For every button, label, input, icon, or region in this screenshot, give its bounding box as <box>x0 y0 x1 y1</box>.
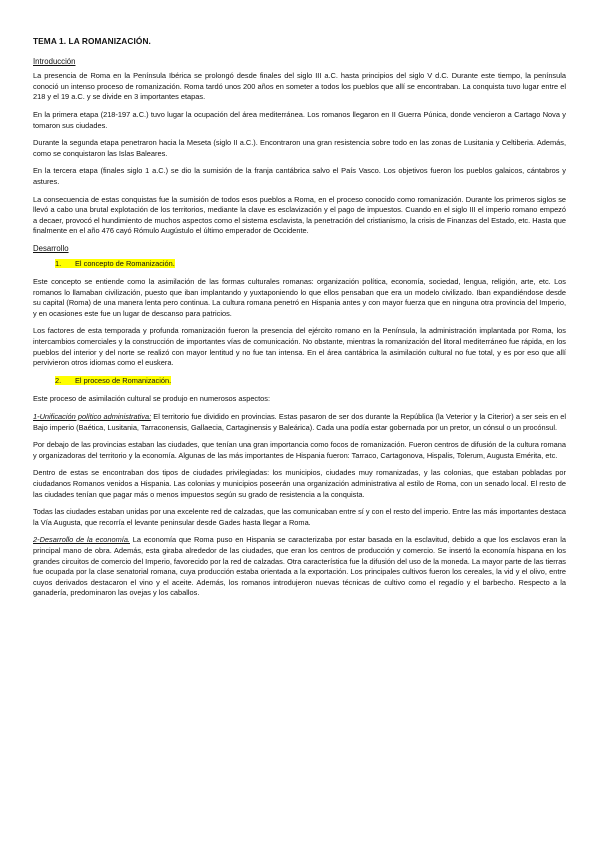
document-title: TEMA 1. LA ROMANIZACIÓN. <box>33 36 151 46</box>
intro-paragraph: La consecuencia de estas conquistas fue la sumisión de todos esos pueblos a Roma, en el proceso conocido como romanización. Durante los primeros siglos se llevó a cabo una brutal explotación de los territorios, mediante la clave es esclavización y el pago de impuestos. Cuando en el siglo III el imperio romano empezó a decaer, provocó el hundimiento de muchos aspectos como el sistema esclavista, la penetración del cristianismo, la crisis de Finanzas del Estado, etc. Hasta que finalmente en el año 476 cayó Rómulo Augústulo el último emperador de Occidente. <box>33 194 566 236</box>
subsection-1-text: El territorio fue dividido en provincias. Estas pasaron de ser dos durante la República (la Veterior y la Citerior) a ser seis en el Bajo imperio (Baética, Lusitania, Tarraconensis, Gallaecia, Cartaginensis y Baleárica). Cada una podía estar gobernada por un pretor, un cónsul o un procónsul. <box>33 412 567 432</box>
intro-paragraph: En la tercera etapa (finales siglo 1 a.C.) se dio la sumisión de la franja cantábrica salvo el País Vasco. Los objetivos fueron los pueblos galaicos, cántabros y astures. <box>33 166 566 186</box>
section-1-number: 1. <box>55 258 62 268</box>
section-1-paragraph: Este concepto se entiende como la asimilación de las formas culturales romanas: organización política, economía, sociedad, lengua, religión, arte, etc. Los romanos lo llamaban civilización, puesto que iban implantando y yuxtaponiendo lo que ellos pensaban que era un modelo civilizado. Iban expandiéndose desde su capital (Roma) de una manera lenta pero continua. La cultura romana penetró en Hispania antes y con mayor fuerza que en ninguna otra provincia del Imperio, y en ocasiones este fue un lugar de descanso para patricios. <box>33 277 566 318</box>
intro-paragraph: Durante la segunda etapa penetraron hacia la Meseta (siglo II a.C.). Encontraron una gran resistencia sobre todo en las zonas de Lusitania y Celtiberia. Además, como se conquistaron las Islas Baleares. <box>33 138 566 158</box>
subsection-1-paragraph <box>33 412 566 433</box>
desarrollo-heading: Desarrollo <box>33 243 69 253</box>
intro-heading: Introducción <box>33 56 76 66</box>
section-1-paragraph: Los factores de esta temporada y profunda romanización fueron la presencia del ejército romano en la Península, la administración implantada por Roma, los intercambios comerciales y la construcción de importantes vías de comunicación. No obstante, mientras la romanización del litoral mediterráneo fue rápida, en los pueblos del interior y del norte se realizó con mayor lentitud y no fue tan intensa. En el área cantábrica la asimilación cultural no fue total, y es por eso que allí pervivieron otros idiomas como el euskera. <box>33 326 566 368</box>
section-2-paragraph: Por debajo de las provincias estaban las ciudades, que tenían una gran importancia como focos de romanización. Fueron centros de difusión de la cultura romana y organizadoras del territorio y la economía. Algunas de las más importantes de Hispania fueron: Tarraco, Cartagonova, Hispalis, Tolerum, Augusta Emérita, etc. <box>33 440 566 460</box>
section-1-title: El concepto de Romanización. <box>75 258 175 268</box>
section-2-paragraph: Todas las ciudades estaban unidas por una excelente red de calzadas, que las comunicaban entre sí y con el resto del imperio. Entre las más importantes destaca la Vía Augusta, que recorría el levante peninsular desde Gades hasta llegar a Roma. <box>33 507 566 527</box>
subsection-2-paragraph <box>33 535 566 599</box>
intro-paragraph: La presencia de Roma en la Península Ibérica se prolongó desde finales del siglo III a.C. hasta principios del siglo V d.C. Durante este tiempo, la península conoció un intenso proceso de romanización. Roma tardó unos 200 años en someter a todos los pueblos que allí se encontraban. La conquista tuvo lugar entre el 218 y el 19 a.C. y se divide en 3 importantes etapas. <box>33 71 566 102</box>
subsection-2-label: 2-Desarrollo de la economía. <box>33 535 130 545</box>
section-1-heading <box>55 259 566 270</box>
subsection-2-text: La economía que Roma puso en Hispania se caracterizaba por estar basada en la esclavitud, debido a que los esclavos eran la principal mano de obra. Además, esta giraba alrededor de las ciudades, que eran los centros de producción y comercio. Se insertó la economía hispana en los grandes circuitos de comercio del Imperio, favorecido por la red de calzadas. Otra característica fue la difusión del uso de la moneda. La mayor parte de las tierras fue ocupada por la clase senatorial romana, cuya producción estaba orientada a la exportación. Los principales cultivos fueron los cereales, la vid y el olivo, entre cuyos derivados destacaron el vino y el aceite. Además, los romanos introdujeron nuevas técnicas de cultivo como el regadío y el barbecho. Respecto a la ganadería, predominaron las ovejas y los caballos. <box>33 535 566 598</box>
section-2-number: 2. <box>55 375 62 385</box>
section-2-paragraph: Dentro de estas se encontraban dos tipos de ciudades privilegiadas: los municipios, ciudades muy romanizadas, y las colonias, que estaban pobladas por ciudadanos Romanos venidos a Hispania. Las colonias y municipios poseerán una organización administrativa al estilo de Roma, con un senado local. El resto de las ciudades tenían que pagar más o menos impuestos según su grado de resistencia a la conquista. <box>33 468 566 499</box>
subsection-1-label: 1-Unificación político administrativa: <box>33 412 152 422</box>
intro-paragraph: En la primera etapa (218-197 a.C.) tuvo lugar la ocupación del área mediterránea. Los romanos llegaron en II Guerra Púnica, donde vencieron a Cartago Nova y tomaron sus ciudades. <box>33 109 566 130</box>
section-2-lead: Este proceso de asimilación cultural se produjo en numerosos aspectos: <box>33 394 271 404</box>
section-2-title: El proceso de Romanización. <box>75 375 172 385</box>
section-2-heading <box>55 376 566 387</box>
